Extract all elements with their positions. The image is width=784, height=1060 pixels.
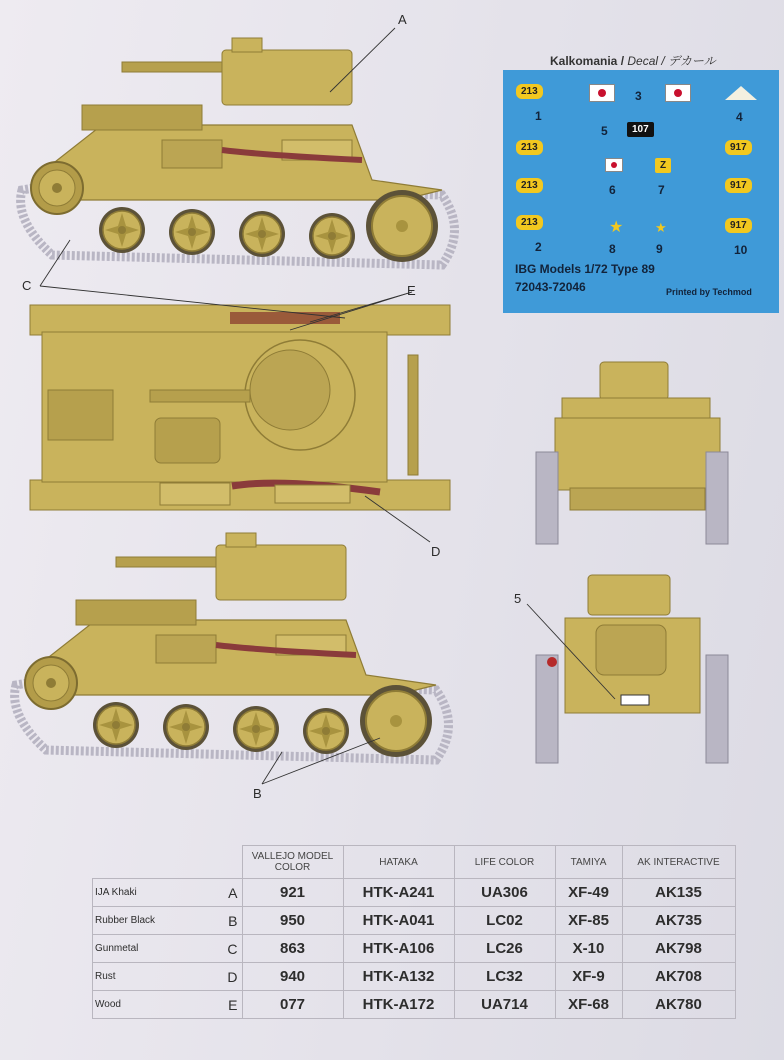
table-row xyxy=(93,935,736,963)
callout-5-label: 5 xyxy=(514,591,522,606)
decal-plate-5: 107 xyxy=(627,122,654,137)
hataka-code: HTK-A132 xyxy=(343,963,454,991)
header-life-color: LIFE COLOR xyxy=(454,846,555,879)
header-tamiya: TAMIYA xyxy=(555,846,622,879)
decal-sheet xyxy=(503,70,779,313)
vallejo-code: 921 xyxy=(242,879,343,907)
hataka-code: HTK-A241 xyxy=(343,879,454,907)
front-view xyxy=(536,362,728,544)
paint-color-table xyxy=(92,845,736,1019)
mountain-icon xyxy=(725,86,757,100)
decal-plate-1: 213 xyxy=(516,84,543,99)
decal-number-2: 2 xyxy=(535,240,542,254)
decal-sheet-printer: Printed by Techmod xyxy=(666,287,752,297)
star-icon: ★ xyxy=(655,220,667,235)
hinomaru-flag-icon xyxy=(605,158,623,172)
rising-sun-flag-icon xyxy=(589,84,615,102)
life-color-code: LC32 xyxy=(454,963,555,991)
decal-number-8: 8 xyxy=(609,242,616,256)
ak-code: AK735 xyxy=(622,907,735,935)
life-color-code: LC02 xyxy=(454,907,555,935)
decal-plate-10a: 917 xyxy=(725,140,752,155)
ak-code: AK135 xyxy=(622,879,735,907)
tamiya-code: X-10 xyxy=(555,935,622,963)
decal-number-3: 3 xyxy=(635,89,642,103)
callout-e-label: E xyxy=(407,283,416,298)
color-name: IJA Khaki xyxy=(93,879,214,907)
vallejo-code: 863 xyxy=(242,935,343,963)
decal-plate-4: 213 xyxy=(516,215,543,230)
rising-sun-flag-icon xyxy=(665,84,691,102)
decal-title-main: Kalkomania / xyxy=(550,54,628,68)
rear-view xyxy=(536,575,728,763)
color-letter: C xyxy=(214,935,242,963)
tamiya-code: XF-85 xyxy=(555,907,622,935)
header-vallejo: VALLEJO MODEL COLOR xyxy=(242,846,343,879)
hataka-code: HTK-A106 xyxy=(343,935,454,963)
life-color-code: LC26 xyxy=(454,935,555,963)
callout-d-label: D xyxy=(431,544,441,559)
header-hataka: HATAKA xyxy=(343,846,454,879)
vallejo-code: 940 xyxy=(242,963,343,991)
table-row xyxy=(93,879,736,907)
callout-b-label: B xyxy=(253,786,262,801)
life-color-code: UA306 xyxy=(454,879,555,907)
ak-code: AK780 xyxy=(622,991,735,1019)
decal-sheet-model: IBG Models 1/72 Type 89 xyxy=(515,262,655,276)
ak-code: AK798 xyxy=(622,935,735,963)
callout-c-label: C xyxy=(22,278,32,293)
color-letter: A xyxy=(214,879,242,907)
table-row xyxy=(93,907,736,935)
color-name: Gunmetal xyxy=(93,935,214,963)
decal-number-1: 1 xyxy=(535,109,542,123)
vallejo-code: 077 xyxy=(242,991,343,1019)
decal-number-6: 6 xyxy=(609,183,616,197)
vallejo-code: 950 xyxy=(242,907,343,935)
side-view-bottom xyxy=(15,533,449,760)
color-letter: D xyxy=(214,963,242,991)
decal-number-9: 9 xyxy=(656,242,663,256)
table-row xyxy=(93,991,736,1019)
ak-code: AK708 xyxy=(622,963,735,991)
star-icon: ★ xyxy=(609,219,624,236)
decal-number-10: 10 xyxy=(734,243,748,257)
hataka-code: HTK-A041 xyxy=(343,907,454,935)
decal-plate-7: Z xyxy=(655,158,671,173)
decal-number-5: 5 xyxy=(601,124,608,138)
decal-title xyxy=(550,52,716,69)
header-ak-interactive: AK INTERACTIVE xyxy=(622,846,735,879)
life-color-code: UA714 xyxy=(454,991,555,1019)
tamiya-code: XF-68 xyxy=(555,991,622,1019)
color-name: Rust xyxy=(93,963,214,991)
callout-a-label: A xyxy=(398,12,407,27)
tamiya-code: XF-9 xyxy=(555,963,622,991)
decal-title-rest: Decal / デカール xyxy=(627,54,716,68)
decal-plate-3: 213 xyxy=(516,178,543,193)
decal-number-4: 4 xyxy=(736,110,743,124)
table-header-row xyxy=(93,846,736,879)
color-letter: E xyxy=(214,991,242,1019)
side-view-top xyxy=(21,38,455,265)
table-row xyxy=(93,963,736,991)
color-name: Rubber Black xyxy=(93,907,214,935)
tamiya-code: XF-49 xyxy=(555,879,622,907)
hataka-code: HTK-A172 xyxy=(343,991,454,1019)
color-letter: B xyxy=(214,907,242,935)
decal-plate-10b: 917 xyxy=(725,178,752,193)
decal-sheet-code: 72043-72046 xyxy=(515,280,586,294)
decal-plate-10c: 917 xyxy=(725,218,752,233)
decal-plate-2: 213 xyxy=(516,140,543,155)
color-name: Wood xyxy=(93,991,214,1019)
table-corner xyxy=(93,846,243,879)
decal-number-7: 7 xyxy=(658,183,665,197)
top-view xyxy=(30,305,450,510)
